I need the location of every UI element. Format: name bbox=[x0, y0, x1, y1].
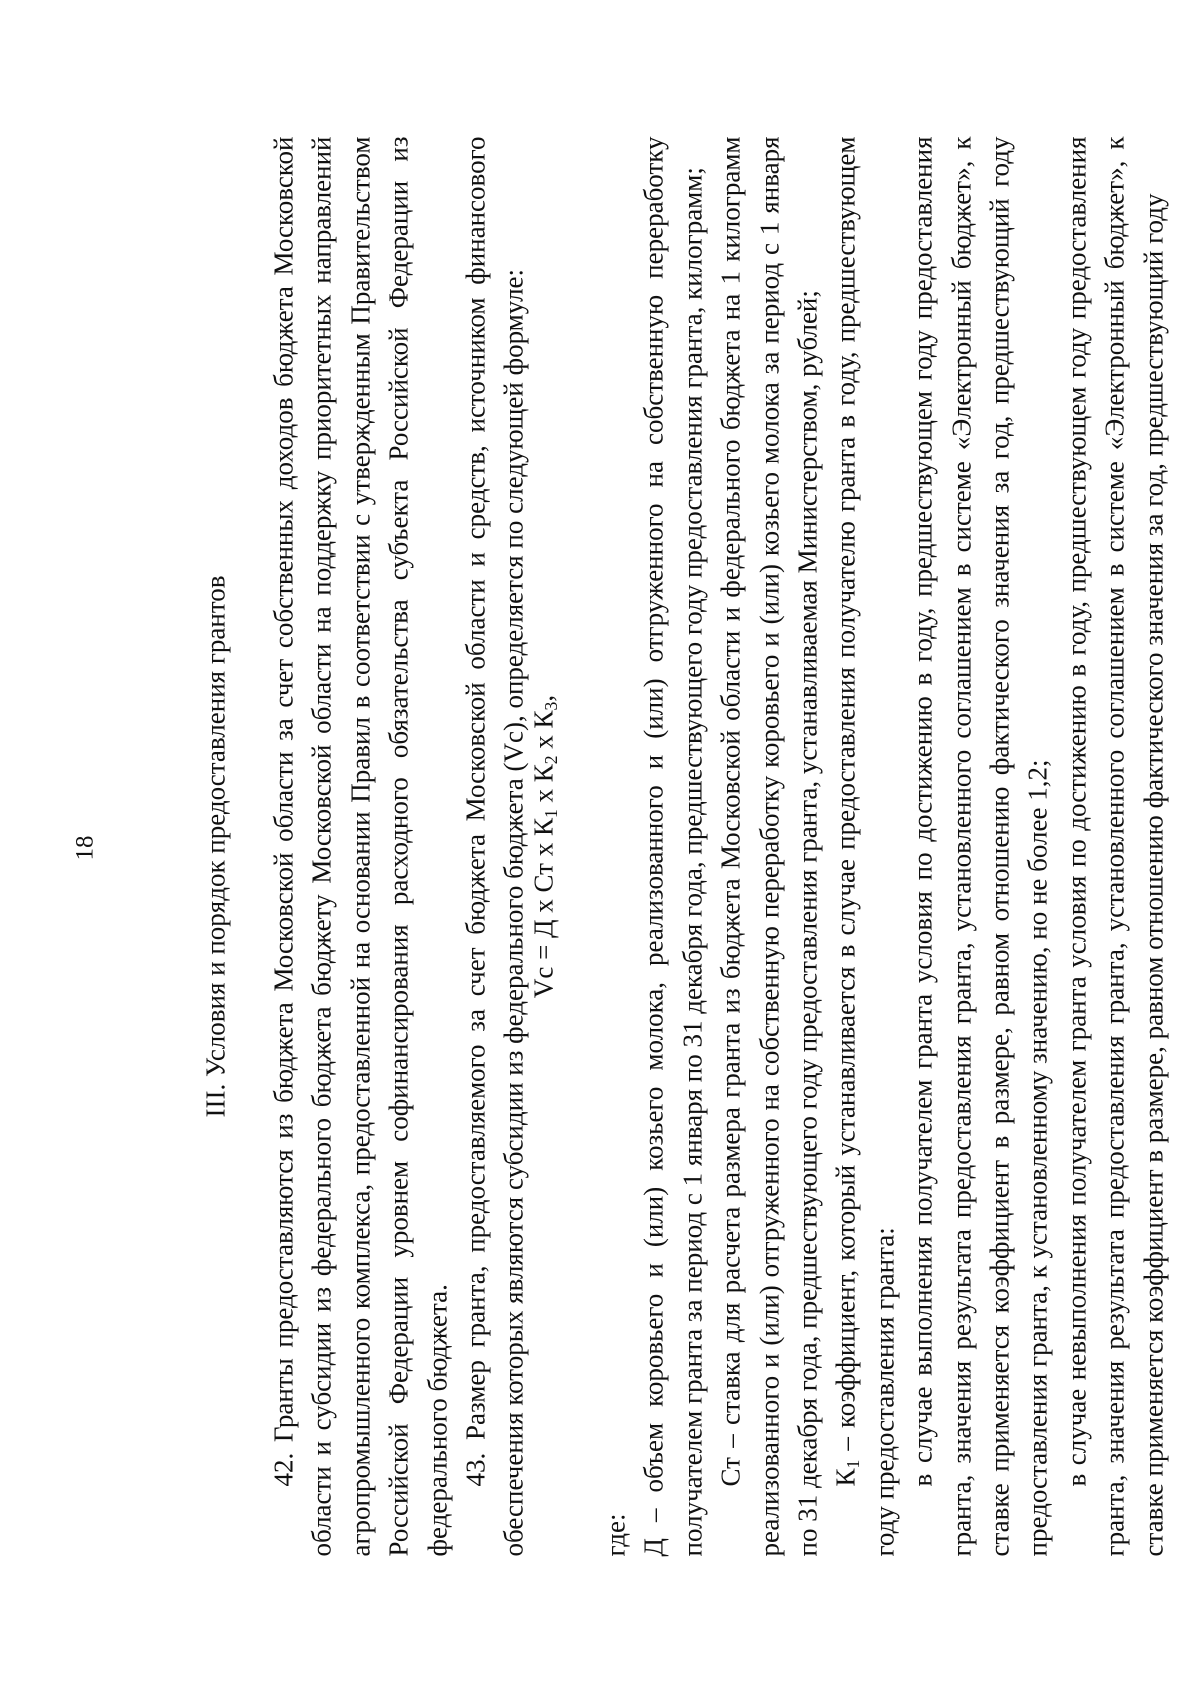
grant-formula bbox=[525, 137, 563, 1557]
where-label: где: bbox=[600, 1513, 631, 1557]
formula-tail: , bbox=[528, 694, 559, 702]
formula-lhs: Vc = Д x Ст x К bbox=[528, 818, 559, 999]
k1-symbol: К bbox=[830, 1468, 861, 1487]
formula-k2-subscript: 2 bbox=[540, 755, 561, 765]
paragraphs-42-43 bbox=[265, 137, 534, 1557]
section-heading: III. Условия и порядок предоставления грантов bbox=[200, 575, 231, 1118]
definition-k1 bbox=[827, 137, 904, 1557]
paragraph-43: 43. Размер гранта, предоставляемого за счет бюджета Московской области и средств, источником финансового обеспечения которых являются субсидии из федерального бюджета (Vc), определяется по следующей формуле: bbox=[460, 136, 529, 1557]
definitions-block bbox=[597, 137, 1173, 1557]
rotated-sheet bbox=[1, 0, 1200, 1697]
page-number: 18 bbox=[71, 835, 99, 861]
k1-text: – коэффициент, который устанавливается в случае предоставления получателю гранта в году, предшествующем году предоставления гранта: bbox=[830, 136, 900, 1557]
case-not-fulfilled: в случае невыполнения получателем гранта условия по достижению в году, предшествующем году предоставления гранта, значения результата предоставления гранта, установленного соглашением в системе «Электронный бюджет», к ставке применяется коэффициент в размере, равном отношению фактического значения за год, предшествующий году bbox=[1061, 136, 1169, 1557]
formula-k1-subscript: 1 bbox=[540, 809, 561, 818]
formula-k3-subscript: 3 bbox=[540, 701, 561, 711]
paragraph-42: 42. Гранты предоставляются из бюджета Московской области за счет собственных доходов бюджета Московской области и субсидии из федерального бюджета бюджету Московской области на поддержку приоритетных направлений агропромышленного комплекса, предоставленной на основании Правил в соответствии с утвержденным Правительством Российской Федерации уровнем софинансирования расходного обязательства субъекта Российской Федерации из федерального бюджета. bbox=[268, 136, 453, 1557]
definition-st: Ст – ставка для расчета размера гранта из бюджета Московской области и федерального бюджета на 1 килограмм реализованного и (или) отгруженного на собственную переработку коровьего и (или) козьего молока за период с 1 января по 31 декабря года, предшествующего году предоставления гранта, устанавливаемая Министерством, рублей; bbox=[715, 136, 823, 1557]
formula-mid-1: x К bbox=[528, 764, 559, 810]
formula-mid-2: x К bbox=[528, 710, 559, 756]
definition-d: Д – объем коровьего и (или) козьего молока, реализованного и (или) отгруженного на собственную переработку получателем гранта за период с 1 января по 31 декабря года, предшествующего году предоставления гранта, килограмм; bbox=[638, 136, 708, 1557]
case-fulfilled: в случае выполнения получателем гранта условия по достижению в году, предшествующем году предоставления гранта, значения результата предоставления гранта, установленного соглашением в системе «Электронный бюджет», к ставке применяется коэффициент в размере, равном отношению фактического значения за год, предшествующий году предоставления гранта, к установленному значению, но не более 1,2; bbox=[907, 136, 1053, 1557]
k1-subscript: 1 bbox=[843, 1459, 864, 1469]
